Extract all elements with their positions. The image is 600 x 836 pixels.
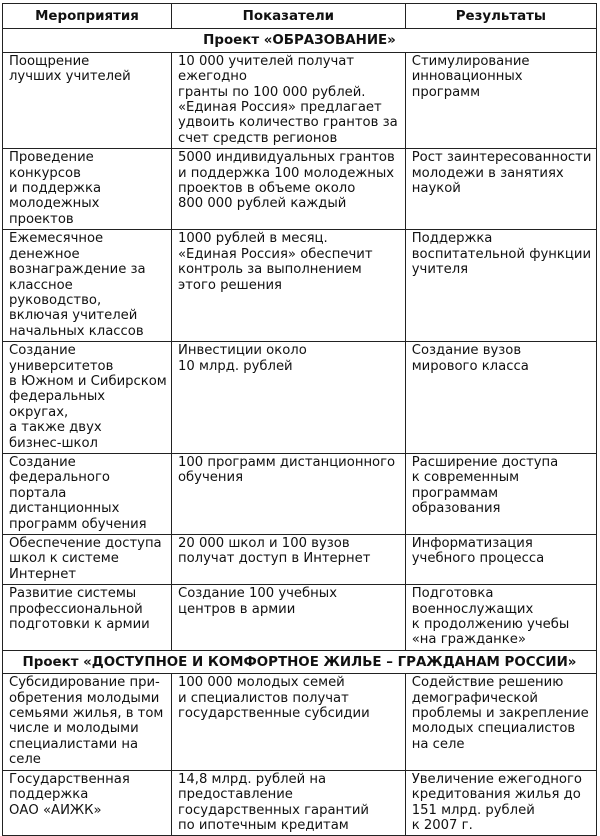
section-title-housing: Проект «ДОСТУПНОЕ И КОМФОРТНОЕ ЖИЛЬЕ – ГРАЖДАНАМ РОССИИ» — [3, 650, 597, 673]
header-results: Результаты — [405, 4, 596, 29]
section-title-row — [3, 29, 597, 52]
measure-cell: Поощрение лучших учителей — [3, 52, 172, 148]
table-row — [3, 149, 597, 230]
indicators-cell: 14,8 млрд. рублей на предоставление государственных гарантий по ипотечным кредитам — [171, 770, 405, 836]
table-row — [3, 230, 597, 342]
results-cell: Рост заинтересованности молодежи в занятиях наукой — [405, 149, 596, 230]
table-row — [3, 770, 597, 836]
table-row — [3, 585, 597, 651]
indicators-cell: 20 000 школ и 100 вузов получат доступ в Интернет — [171, 535, 405, 585]
header-row — [3, 4, 597, 29]
results-cell: Содействие решению демографической проблемы и закрепление молодых специалистов на селе — [405, 674, 596, 770]
indicators-cell: Создание 100 учебных центров в армии — [171, 585, 405, 651]
table-row — [3, 535, 597, 585]
indicators-cell: 5000 индивидуальных грантов и поддержка 100 молодежных проектов в объеме около 800 000 рублей каждый — [171, 149, 405, 230]
table-row — [3, 52, 597, 148]
results-cell: Стимулирование инновационных программ — [405, 52, 596, 148]
measure-cell: Субсидирование при- обретения молодыми семьями жилья, в том числе и молодыми специалистами на селе — [3, 674, 172, 770]
table-row — [3, 453, 597, 534]
indicators-cell: 1000 рублей в месяц. «Единая Россия» обеспечит контроль за выполнением этого решения — [171, 230, 405, 342]
header-indicators: Показатели — [171, 4, 405, 29]
indicators-cell: Инвестиции около 10 млрд. рублей — [171, 342, 405, 454]
measure-cell: Обеспечение доступа школ к системе Интернет — [3, 535, 172, 585]
results-cell: Создание вузов мирового класса — [405, 342, 596, 454]
results-cell: Расширение доступа к современным программам образования — [405, 453, 596, 534]
section-title-education: Проект «ОБРАЗОВАНИЕ» — [3, 29, 597, 52]
measure-cell: Проведение конкурсов и поддержка молодежных проектов — [3, 149, 172, 230]
results-cell: Увеличение ежегодного кредитования жилья до 151 млрд. рублей к 2007 г. — [405, 770, 596, 836]
results-cell: Поддержка воспитательной функции учителя — [405, 230, 596, 342]
measure-cell: Ежемесячное денежное вознаграждение за классное руководство, включая учителей начальных классов — [3, 230, 172, 342]
indicators-cell: 100 программ дистанционного обучения — [171, 453, 405, 534]
measure-cell: Создание университетов в Южном и Сибирском федеральных округах, а также двух бизнес-школ — [3, 342, 172, 454]
measure-cell: Государственная поддержка ОАО «АИЖК» — [3, 770, 172, 836]
section-title-row — [3, 650, 597, 673]
table-row — [3, 342, 597, 454]
table-body — [3, 29, 597, 836]
table-row — [3, 674, 597, 770]
indicators-cell: 10 000 учителей получат ежегодно гранты по 100 000 рублей. «Единая Россия» предлагает удвоить количество грантов за счет средств регионов — [171, 52, 405, 148]
header-measures: Мероприятия — [3, 4, 172, 29]
indicators-cell: 100 000 молодых семей и специалистов получат государственные субсидии — [171, 674, 405, 770]
table-header — [3, 4, 597, 29]
measure-cell: Создание федерального портала дистанционных программ обучения — [3, 453, 172, 534]
results-cell: Подготовка военнослужащих к продолжению учебы «на гражданке» — [405, 585, 596, 651]
programs-table — [2, 3, 597, 836]
results-cell: Информатизация учебного процесса — [405, 535, 596, 585]
measure-cell: Развитие системы профессиональной подготовки к армии — [3, 585, 172, 651]
